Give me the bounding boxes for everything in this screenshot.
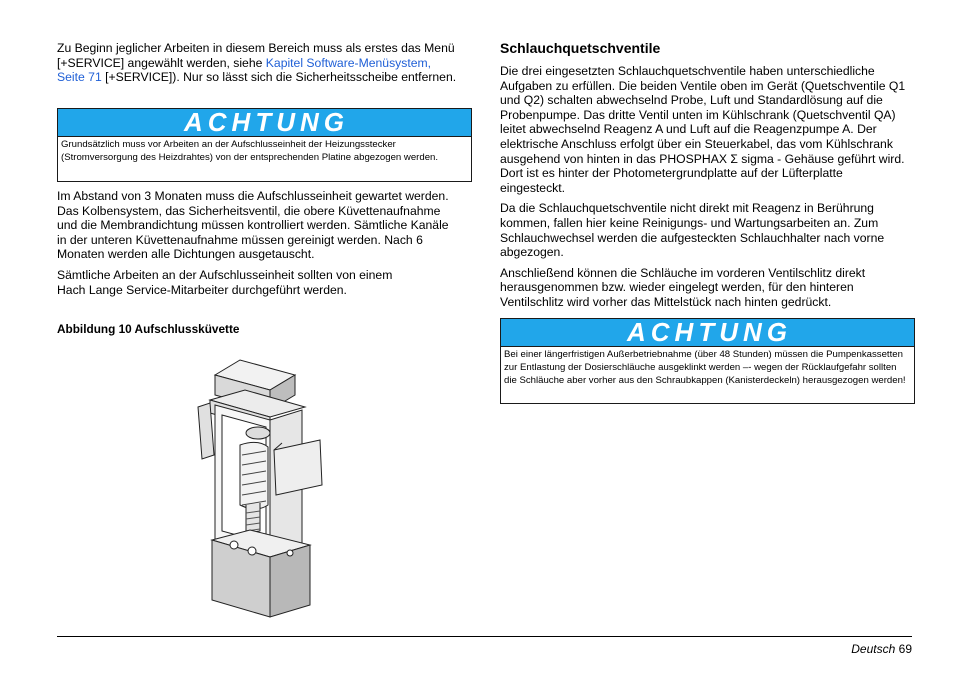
section-heading: Schlauchquetschventile: [500, 40, 661, 56]
footer-language: Deutsch: [851, 642, 896, 656]
warning-text-right: Bei einer längerfristigen Außerbetriebnahme (über 48 Stunden) müssen die Pumpenkassetten zur Entlastung der Dosierschläuche ausgeklinkt werden –- wegen der Rücklaufgefahr sollten die Schläuche aber vorher aus den Schraubkappen (Kanisterdeckeln) herausgezogen werden!: [504, 349, 906, 386]
cleaning-paragraph: Da die Schlauchquetschventile nicht direkt mit Reagenz in Berührung kommen, fallen hier keine Reinigungs- und Wartungsarbeiten an. Zum Schlauchwechsel werden die aufgesteckten Schlauchhalter nach vorne abgezogen.: [500, 201, 885, 260]
removal-paragraph: Anschließend können die Schläuche im vorderen Ventilschlitz direkt herausgenommen bzw. wieder eingelegt werden, für den hinteren Ventilschlitz wird vorher das Mittelstück nach hinten gedrückt.: [500, 265, 866, 309]
warning-text: Grundsätzlich muss vor Arbeiten an der Aufschlusseinheit der Heizungsstecker (Stromversorgung des Heizdrahtes) von der entsprechenden Platine abgezogen werden.: [61, 139, 439, 163]
warning-title: ACHTUNG: [58, 109, 471, 137]
right-knob: [274, 440, 322, 495]
cuvette-illustration: [190, 355, 340, 620]
warning-title-right: ACHTUNG: [501, 319, 914, 347]
figure-caption: Abbildung 10 Aufschlussküvette: [57, 322, 240, 336]
maintenance-paragraph: Im Abstand von 3 Monaten muss die Aufschlusseinheit gewartet werden. Das Kolbensystem, das Sicherheitsventil, die obere Küvettenaufnahme und die Membrandichtung müssen kontrolliert werden. Sämtliche Kanäle in der unteren Küvettenaufnahme müssen gereinigt werden. Nach 6 Monaten werden alle Dichtungen ausgetauscht.: [57, 189, 449, 262]
page-footer: [851, 642, 912, 656]
chapter-link[interactable]: Kapitel Software-Menüsystem, Seite 71: [57, 55, 432, 85]
footer-divider: [57, 636, 912, 637]
warning-box-left: [57, 108, 472, 182]
page-number: 69: [898, 642, 912, 656]
left-column: [57, 41, 461, 85]
service-paragraph: Sämtliche Arbeiten an der Aufschlusseinheit sollten von einem Hach Lange Service-Mitarbeiter durchgeführt werden.: [57, 267, 393, 297]
valves-paragraph: Die drei eingesetzten Schlauchquetschventile haben unterschiedliche Aufgaben zu erfüllen. Die beiden Ventile oben im Gerät (Quetschventile Q1 und Q2) schalten abwechselnd Probe, Luft und Standardlösung auf die Probenpumpe. Das dritte Ventil unten im Kühlschrank (Quetschventil QA) leitet abwechselnd Reagenz A und Luft auf die Reagenzpumpe A. Der elektrische Anschluss erfolgt über ein Steuerkabel, das vom Kühlschrank ausgehend von hinten in das PHOSPHAX Σ sigma - Gehäuse geführt wird. Dort ist es hinter der Photometergrundplatte auf der Lüfterplatte eingesteckt.: [500, 64, 906, 195]
right-column: [500, 64, 908, 310]
intro-paragraph: Zu Beginn jeglicher Arbeiten in diesem Bereich muss als erstes das Menü [+SERVICE] angewählt werden, siehe Kapitel Software-Menüsystem, Seite 71 [+SERVICE]). Nur so lässt sich die Sicherheitsscheibe entfernen.: [57, 41, 457, 85]
left-column-lower: [57, 189, 457, 297]
warning-box-right: [500, 318, 915, 404]
